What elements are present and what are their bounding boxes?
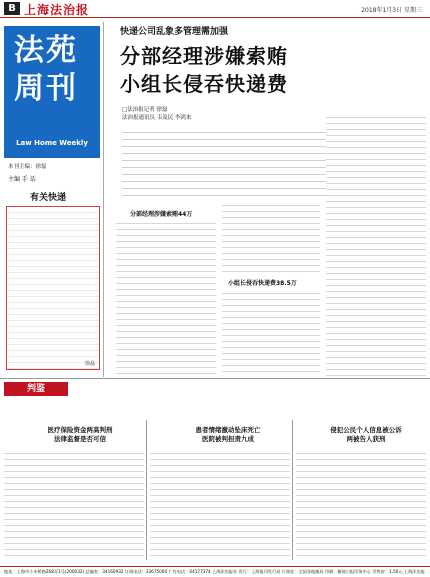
byline-reporter: □法治报记者 徐磊 xyxy=(122,107,168,113)
case-3-text xyxy=(296,448,426,560)
article-column-2 xyxy=(222,200,320,274)
article-column-3 xyxy=(222,288,320,376)
case-1-text xyxy=(4,448,144,560)
column-logo xyxy=(4,26,100,158)
article-column-1 xyxy=(116,218,216,376)
case-3-title: 侵犯公民个人信息被公诉 两被告人获刑 xyxy=(330,426,402,443)
sidebar xyxy=(0,22,104,377)
footer: 地址：上海市小木桥路268弄1号(200032) 总编室：34160932 订阅电话：33675000 广告电话：64177374 上海法治报社 发行：上海报刊发行局 订阅处：全国各地邮局 印刷：解放日报印务中心 零售价：1.50元 上海法治报 xyxy=(0,566,430,577)
paper-name: 上海法治报 xyxy=(24,3,90,17)
article-headline xyxy=(120,42,288,98)
logo-english: Law Home Weekly xyxy=(16,139,88,147)
logo-title: 法苑周刊 xyxy=(14,33,78,106)
case-2-text xyxy=(150,448,290,560)
section-tag: 判鉴 xyxy=(4,382,68,396)
side-box-title: 有关快递 xyxy=(30,193,67,203)
headline-line-2: 小组长侵吞快递费 xyxy=(120,72,288,96)
headline-line-1: 分部经理涉嫌索贿 xyxy=(120,44,288,68)
article-byline xyxy=(122,106,192,122)
divider-main xyxy=(0,378,430,379)
date-line: 2018年1月3日 星期三 xyxy=(361,7,422,14)
divider-bottom-2 xyxy=(292,420,293,560)
masthead xyxy=(0,0,430,18)
case-1-title: 医疗保险资金两高判刑 法律监督是否可信 xyxy=(47,426,113,443)
column-tag: 主编 手 话 xyxy=(8,176,36,183)
side-box-text xyxy=(6,206,100,370)
page-number: B xyxy=(4,2,20,15)
side-box-author: 徐磊 xyxy=(84,361,95,367)
case-2-title: 患者情绪激动坠床死亡 医院被判担责九成 xyxy=(195,426,261,443)
editor-credit: 本刊主编：徐磊 xyxy=(8,164,47,170)
byline-correspondent: 法治报通讯员 韦及民 李鸿来 xyxy=(122,115,192,121)
divider-bottom-1 xyxy=(146,420,147,560)
article-column-4 xyxy=(326,112,426,376)
article-lead-text xyxy=(122,126,344,198)
bottom-section xyxy=(0,380,430,565)
subheading-2: 小组长侵吞快递费38.5万 xyxy=(228,280,297,287)
article-kicker: 快递公司乱象多管理需加强 xyxy=(120,27,229,37)
subheading-1: 分部经理涉嫌索贿44万 xyxy=(130,211,193,218)
